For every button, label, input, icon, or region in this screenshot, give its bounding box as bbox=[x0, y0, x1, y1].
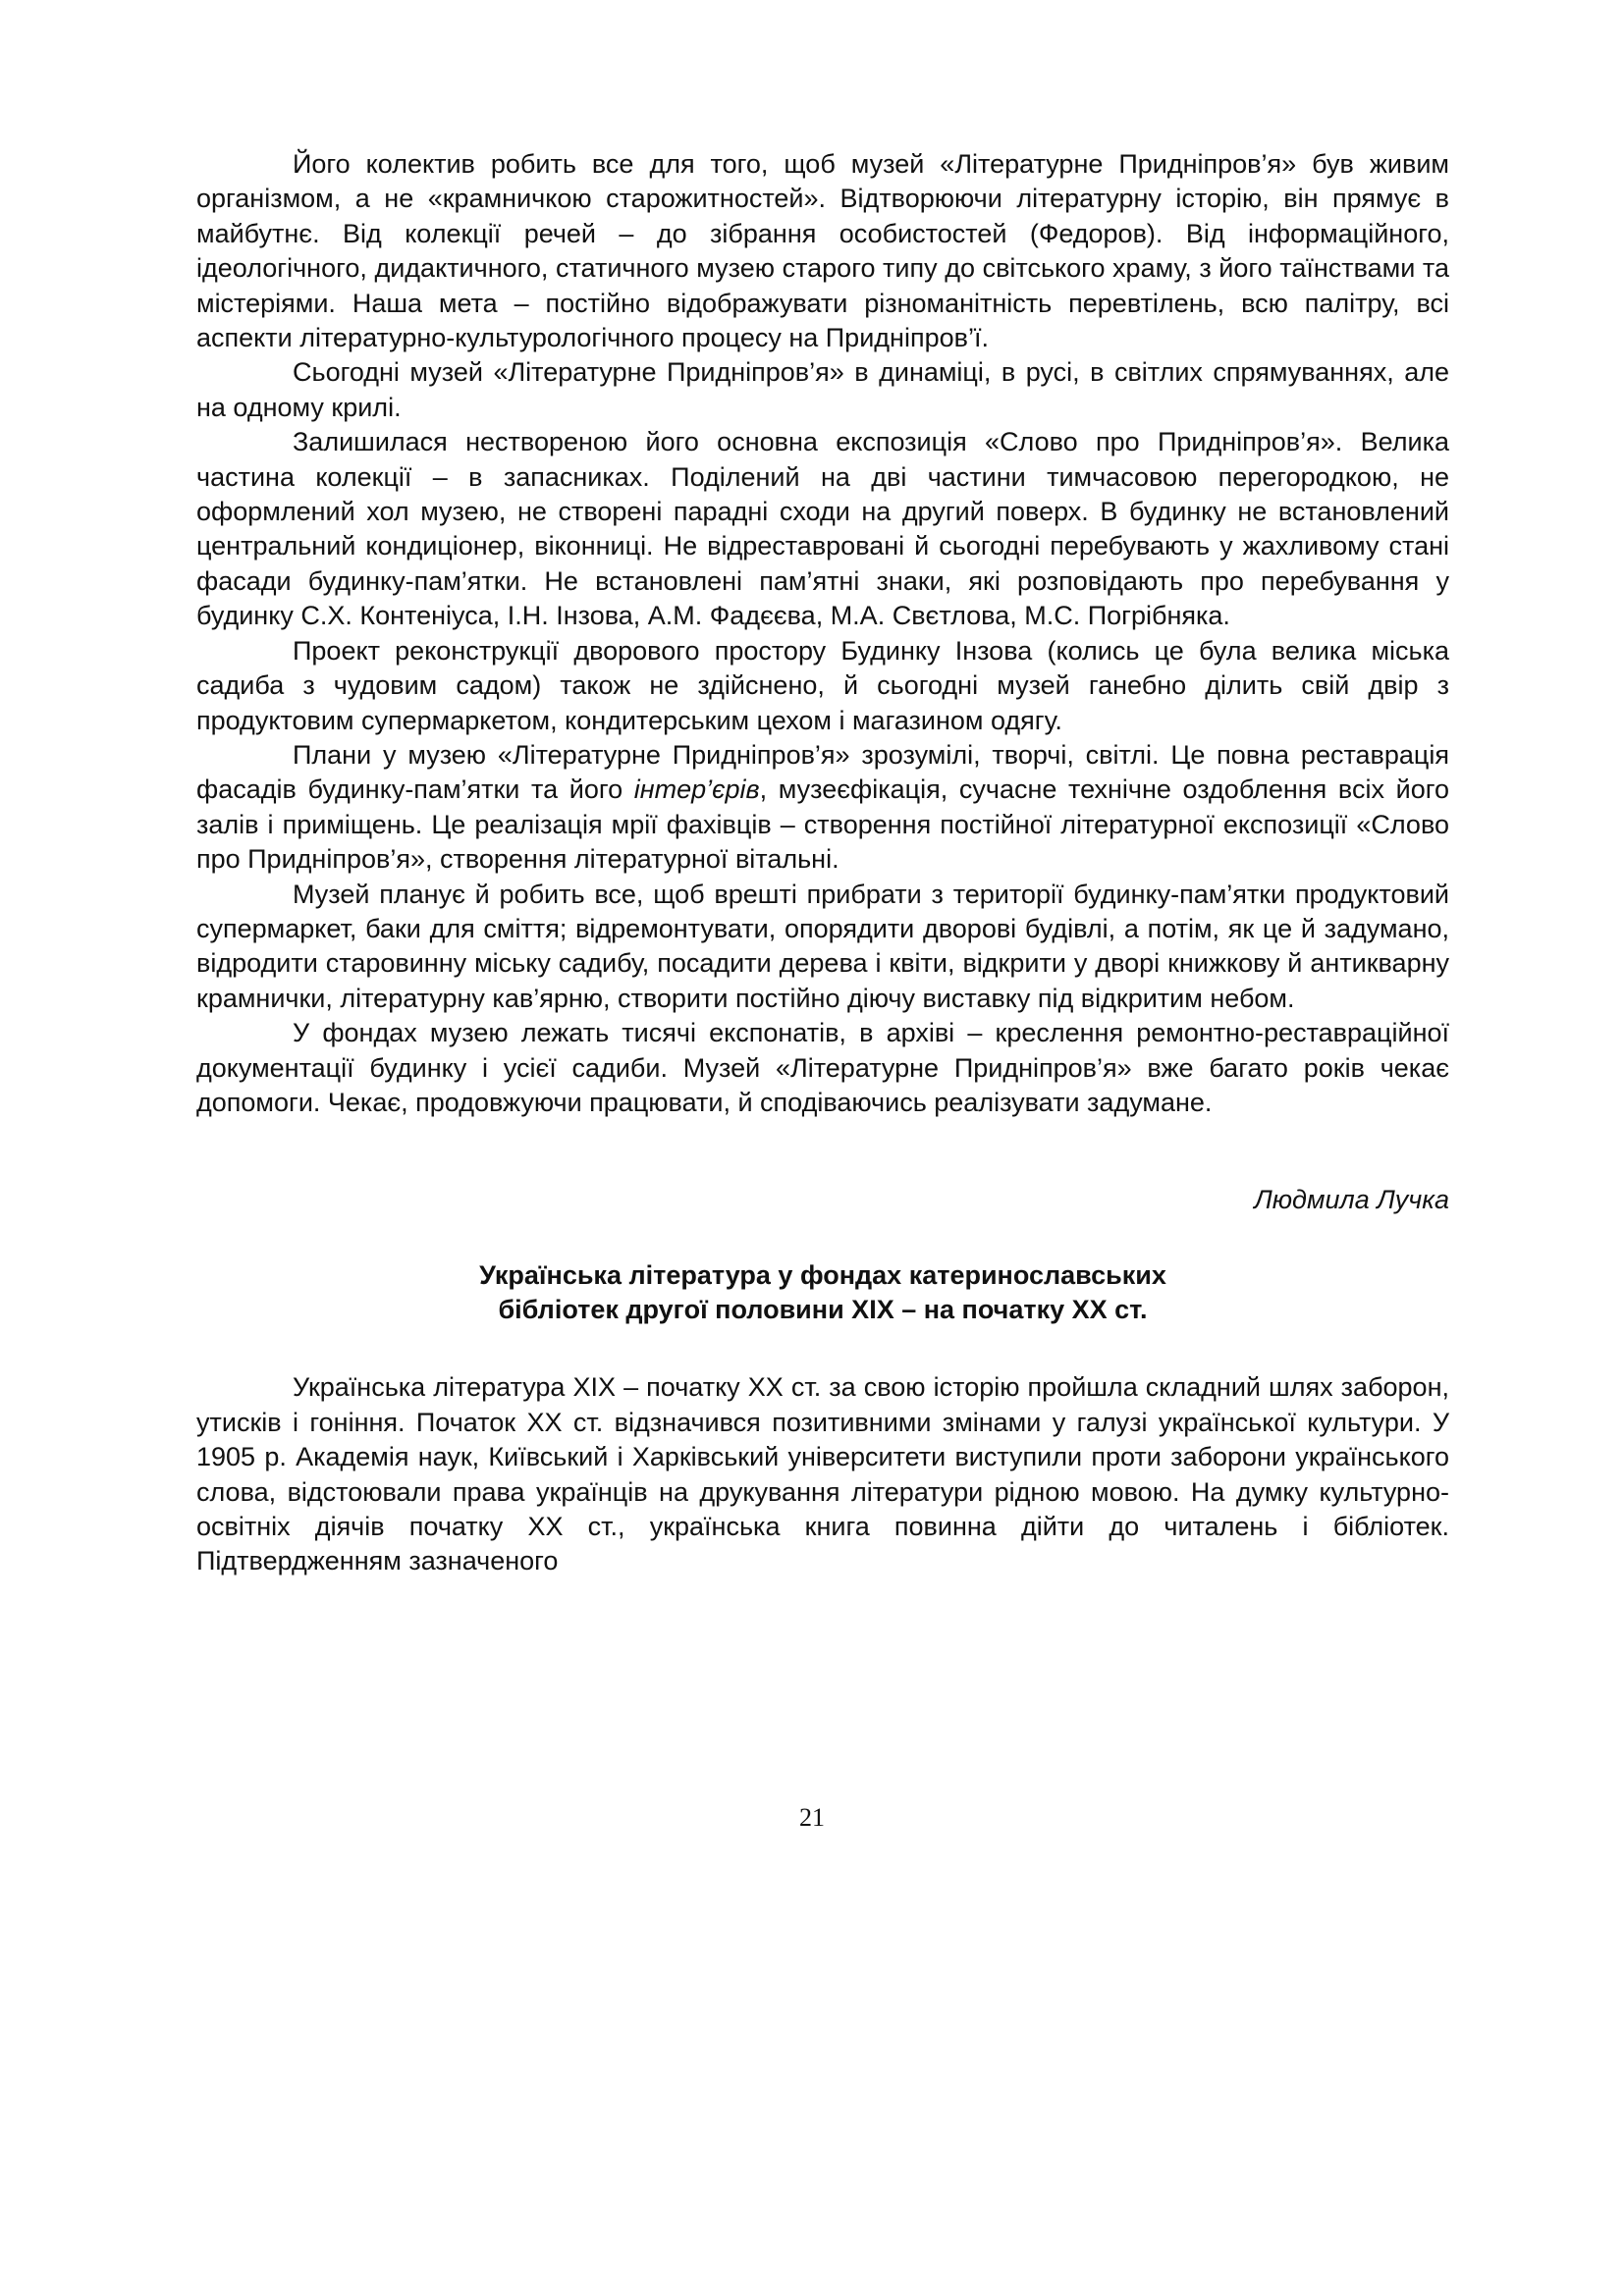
emphasized-word: інтер’єрів bbox=[633, 774, 760, 805]
paragraph: Музей планує й робить все, щоб врешті прибрати з території будинку-пам’ятки продуктовий супермаркет, баки для сміття; відремонтувати, опорядити дворові будівлі, а потім, як це й задумано, відродити старовинну міську садибу, посадити дерева і квіти, відкрити у дворі книжкову й антикварну крамнички, літературну кав’ярню, створити постійно діючу виставку під відкритим небом. bbox=[196, 879, 1449, 1013]
paragraph: Залишилася нествореною його основна експозиція «Слово про Придніпров’я». Велика частина колекції – в запасниках. Поділений на дві частини тимчасовою перегородкою, не оформлений хол музею, не створені парадні сходи на другий поверх. В будинку не встановлений центральний кондиціонер, віконниці. Не відреставровані й сьогодні перебувають у жахливому стані фасади будинку-пам’ятки. Не встановлені пам’ятні знаки, які розповідають про перебування у будинку С.Х. Контеніуса, І.Н. Інзова, А.М. Фадєєва, М.А. Свєтлова, М.С. Погрібняка. bbox=[196, 427, 1449, 631]
page-content bbox=[196, 147, 1449, 1579]
paragraph: У фондах музею лежать тисячі експонатів, в архіві – креслення ремонтно-реставраційної документації будинку і усієї садиби. Музей «Літературне Придніпров’я» вже багато років чекає допомоги. Чекає, продовжуючи працювати, й сподіваючись реалізувати задумане. bbox=[196, 1018, 1449, 1117]
paragraph: Проект реконструкції дворового простору Будинку Інзова (колись це була велика міська садиба з чудовим садом) також не здійснено, й сьогодні музей ганебно ділить свій двір з продуктовим супермаркетом, кондитерським цехом і магазином одягу. bbox=[196, 635, 1449, 735]
paragraph bbox=[196, 738, 1449, 878]
page-number: 21 bbox=[799, 1803, 825, 1832]
paragraph: Його колектив робить все для того, щоб музей «Літературне Придніпров’я» був живим організмом, а не «крамничкою старожитностей». Відтворюючи літературну історію, він прямує в майбутнє. Від колекції речей – до зібрання особистостей (Федоров). Від інформаційного, ідеологічного, дидактичного, статичного музею старого типу до світського храму, з його таїнствами та містеріями. Наша мета – постійно відображувати різноманітність перевтілень, всю палітру, всі аспекти літературно-культурологічного процесу на Придніпров’ї. bbox=[196, 149, 1449, 353]
article-title bbox=[196, 1258, 1449, 1327]
article-title-line: Українська література у фондах катеринославських bbox=[479, 1260, 1166, 1291]
paragraph: Сьогодні музей «Літературне Придніпров’я» в динаміці, в русі, в світлих спрямуваннях, але на одному крилі. bbox=[196, 357, 1449, 422]
article-title-line: бібліотек другої половини ХІХ – на початку ХХ ст. bbox=[498, 1295, 1148, 1325]
author-signature: Людмила Лучка bbox=[1254, 1185, 1449, 1215]
paragraph: Українська література ХІХ – початку ХХ ст. за свою історію пройшла складний шлях заборон, утисків і гоніння. Початок ХХ ст. відзначився позитивними змінами у галузі української культури. У 1905 р. Академія наук, Київський і Харківський університети виступили проти заборони українського слова, відстоювали права українців на друкування літератури рідною мовою. На думку культурно-освітніх діячів початку ХХ ст., українська книга повинна дійти до читалень і бібліотек. Підтвердженням зазначеного bbox=[196, 1372, 1449, 1576]
paragraph-text: Плани у музею «Літературне Придніпров’я» зрозумілі, творчі, світлі. Це повна реставрація фасадів будинку-пам’ятки та його bbox=[196, 739, 1449, 805]
paragraph-text: , музеєфікація, сучасне технічне оздоблення всіх його залів і приміщень. Це реалізація мрії фахівців – створення постійної літературної експозиції «Слово про Придніпров’я», створення літературної вітальні. bbox=[196, 774, 1449, 875]
